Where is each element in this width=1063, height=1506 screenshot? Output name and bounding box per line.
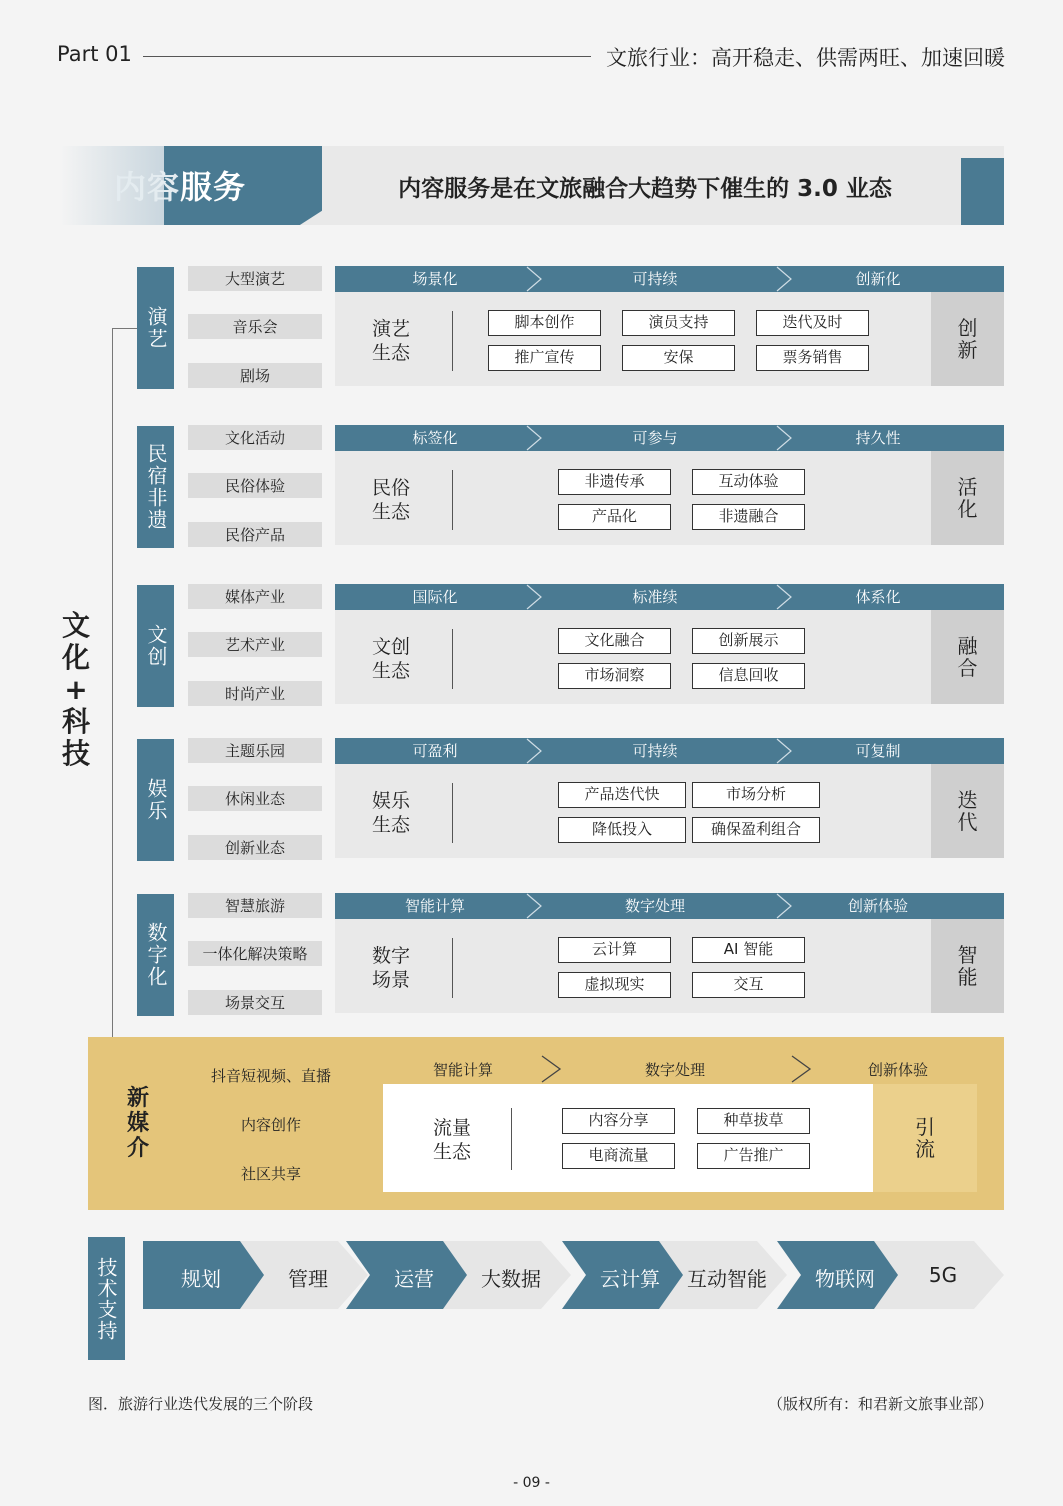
sub-category: 主题乐园 [188, 738, 322, 763]
bar-label: 智能计算 [432, 1061, 493, 1079]
bar-label: 场景化 [412, 270, 458, 288]
tag: 种草拔草 [697, 1108, 810, 1134]
new-media-sub: 社区共享 [240, 1165, 301, 1183]
feature-bar [335, 584, 1004, 610]
sub-category: 文化活动 [188, 425, 322, 450]
connector-line-h [112, 328, 138, 329]
bar-label: 创新化 [855, 270, 901, 288]
category-label: 娱乐 [137, 739, 174, 861]
bar-label: 标签化 [412, 429, 458, 447]
feature-bar [335, 425, 1004, 451]
feature-bar [335, 893, 1004, 919]
eco-label: 文创 生态 [371, 636, 410, 682]
bar-label: 数字处理 [644, 1061, 705, 1079]
sub-category: 创新业态 [188, 835, 322, 860]
figure-caption: 图．旅游行业迭代发展的三个阶段 [88, 1395, 314, 1413]
bar-label: 可复制 [855, 742, 901, 760]
tag: 迭代及时 [756, 310, 869, 336]
sub-category: 艺术产业 [188, 632, 322, 657]
chevron-right-icon [525, 266, 543, 292]
tag: 票务销售 [756, 345, 869, 371]
eco-label: 民俗 生态 [371, 477, 410, 523]
tag: 演员支持 [622, 310, 735, 336]
tech-step-label: 大数据 [481, 1267, 541, 1291]
tech-step-label: 管理 [288, 1267, 328, 1291]
new-media-sub: 抖音短视频、直播 [210, 1067, 331, 1085]
chevron-right-icon [775, 425, 793, 451]
tag: 信息回收 [692, 663, 805, 689]
right-keyword: 创 新 [931, 292, 1004, 386]
tech-step-label: 物联网 [815, 1267, 875, 1291]
tag: 脚本创作 [488, 310, 601, 336]
tech-step [443, 1241, 571, 1309]
sub-category: 剧场 [188, 363, 322, 388]
right-keyword: 智 能 [931, 919, 1004, 1013]
eco-label: 演艺 生态 [371, 318, 410, 364]
tag: 交互 [692, 972, 805, 998]
right-keyword: 迭 代 [931, 764, 1004, 858]
header-divider [143, 56, 591, 57]
bar-label: 可持续 [632, 742, 678, 760]
tag: 市场分析 [692, 782, 820, 808]
chevron-right-icon [790, 1054, 814, 1084]
right-keyword: 融 合 [931, 610, 1004, 704]
tag: 电商流量 [562, 1143, 675, 1169]
bar-label: 国际化 [412, 588, 458, 606]
part-label: Part 01 [57, 42, 132, 66]
chevron-right-icon [525, 584, 543, 610]
chevron-right-icon [775, 893, 793, 919]
right-keyword: 活 化 [931, 451, 1004, 545]
separator [452, 470, 453, 530]
sub-category: 媒体产业 [188, 584, 322, 609]
separator [452, 629, 453, 689]
category-label: 演艺 [137, 267, 174, 389]
side-label: 文 化 + 科 技 [61, 609, 90, 770]
tag: AI 智能 [692, 937, 805, 963]
chevron-right-icon [775, 266, 793, 292]
eco-label: 娱乐 生态 [371, 790, 410, 836]
tag: 虚拟现实 [558, 972, 671, 998]
tech-step-label: 规划 [181, 1267, 221, 1291]
connector-line [112, 328, 113, 1038]
tag: 非遗融合 [692, 504, 805, 530]
sub-category: 场景交互 [188, 990, 322, 1015]
bar-label: 标准续 [632, 588, 678, 606]
chevron-right-icon [525, 425, 543, 451]
chevron-right-icon [775, 584, 793, 610]
bar-label: 持久性 [855, 429, 901, 447]
chevron-right-icon [540, 1054, 564, 1084]
tech-step-label: 云计算 [600, 1267, 660, 1291]
tag: 云计算 [558, 937, 671, 963]
sub-category: 民俗体验 [188, 473, 322, 498]
tech-step-label: 互动智能 [687, 1267, 767, 1291]
sub-category: 智慧旅游 [188, 893, 322, 918]
new-media-sub: 内容创作 [240, 1116, 301, 1134]
tag: 确保盈利组合 [692, 817, 820, 843]
separator [452, 783, 453, 843]
tech-step-label: 5G [928, 1263, 958, 1287]
sub-category: 时尚产业 [188, 681, 322, 706]
chevron-right-icon [525, 738, 543, 764]
sub-category: 一体化解决策略 [188, 941, 322, 966]
bar-label: 可盈利 [412, 742, 458, 760]
chevron-right-icon [525, 893, 543, 919]
tag: 降低投入 [558, 817, 686, 843]
tech-step [874, 1241, 1004, 1309]
bar-label: 创新体验 [847, 897, 908, 915]
sub-category: 音乐会 [188, 314, 322, 339]
banner-label: 内容服务 [114, 168, 247, 206]
feature-bar [335, 738, 1004, 764]
sub-category: 民俗产品 [188, 522, 322, 547]
tag: 推广宣传 [488, 345, 601, 371]
tag: 内容分享 [562, 1108, 675, 1134]
bar-label: 可参与 [632, 429, 678, 447]
bar-label: 智能计算 [404, 897, 465, 915]
tag: 产品化 [558, 504, 671, 530]
separator [511, 1108, 512, 1170]
sub-category: 休闲业态 [188, 786, 322, 811]
chevron-right-icon [775, 738, 793, 764]
tag: 产品迭代快 [558, 782, 686, 808]
eco-label: 数字 场景 [371, 945, 410, 991]
tag: 非遗传承 [558, 469, 671, 495]
tag: 创新展示 [692, 628, 805, 654]
separator [452, 938, 453, 998]
page-title: 文旅行业：高开稳走、供需两旺、加速回暖 [606, 46, 1005, 70]
bar-label: 可持续 [632, 270, 678, 288]
separator [452, 311, 453, 371]
new-media-right-label: 引 流 [873, 1084, 977, 1192]
banner-accent [961, 158, 1004, 225]
tag: 市场洞察 [558, 663, 671, 689]
feature-bar [335, 266, 1004, 292]
bar-label: 创新体验 [867, 1061, 928, 1079]
tag: 广告推广 [697, 1143, 810, 1169]
page-number: - 09 - [513, 1475, 550, 1491]
category-label: 民宿非遗 [137, 426, 174, 548]
banner-text: 内容服务是在文旅融合大趋势下催生的 3.0 业态 [398, 176, 892, 202]
new-media-category: 新 媒 介 [126, 1086, 149, 1161]
tag: 文化融合 [558, 628, 671, 654]
copyright: （版权所有：和君新文旅事业部） [767, 1395, 993, 1413]
tech-support-label: 技术支持 [88, 1237, 125, 1360]
category-label: 文创 [137, 585, 174, 707]
tag: 安保 [622, 345, 735, 371]
bar-label: 数字处理 [624, 897, 685, 915]
tech-step [659, 1241, 787, 1309]
eco-label: 流量 生态 [432, 1117, 471, 1163]
tech-step-label: 运营 [394, 1267, 434, 1291]
tag: 互动体验 [692, 469, 805, 495]
sub-category: 大型演艺 [188, 266, 322, 291]
bar-label: 体系化 [855, 588, 901, 606]
category-label: 数字化 [137, 894, 174, 1016]
